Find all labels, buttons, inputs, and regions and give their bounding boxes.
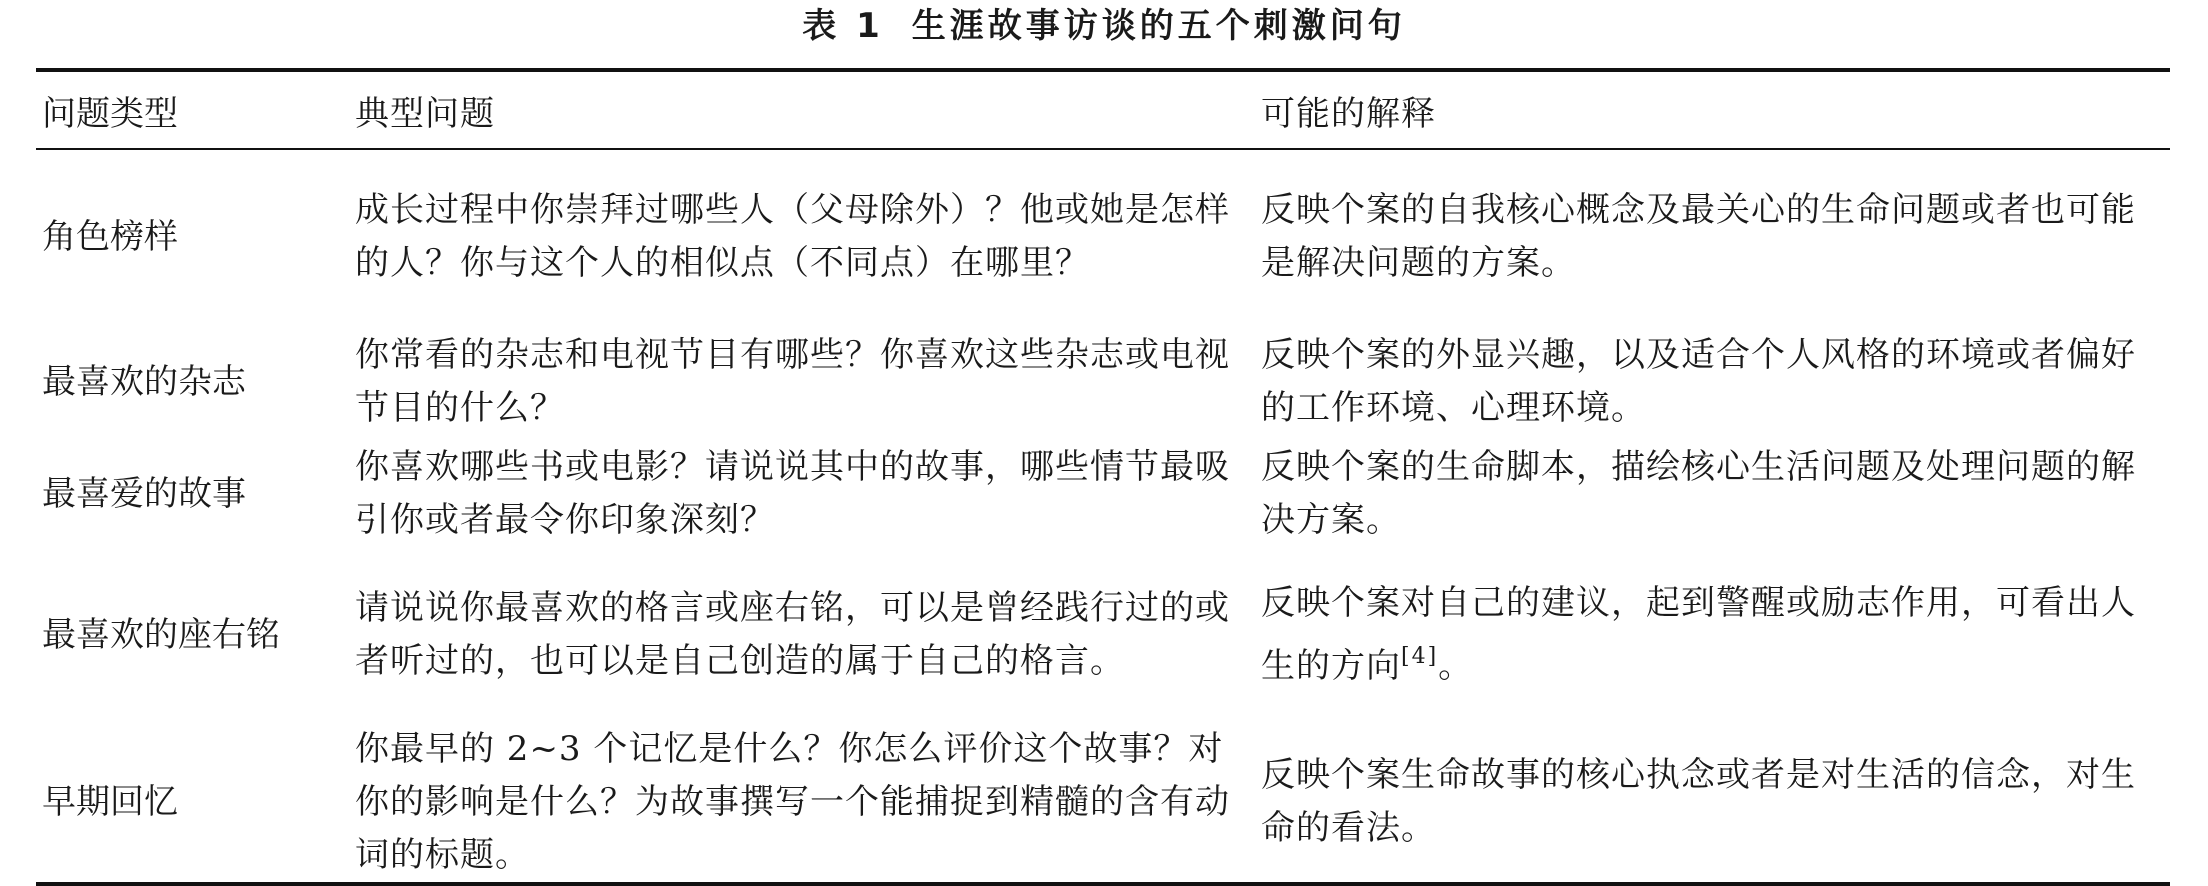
table-row (36, 722, 2170, 882)
table-title: 生涯故事访谈的五个刺激问句 (911, 6, 1406, 46)
table-row (36, 150, 2170, 324)
cell-question-type: 角色榜样 (42, 216, 178, 257)
table-row (36, 324, 2170, 440)
table-row (36, 548, 2170, 722)
header-possible-explanation: 可能的解释 (1261, 93, 1436, 134)
cell-possible-explanation: 反映个案的自我核心概念及最关心的生命问题或者也可能是解决问题的方案。 (1261, 190, 2136, 283)
table-header-row (36, 72, 2170, 150)
header-question-type: 问题类型 (42, 93, 178, 134)
cell-question-type: 最喜欢的杂志 (42, 361, 246, 402)
cell-typical-question: 请说说你最喜欢的格言或座右铭，可以是曾经践行过的或者听过的，也可以是自己创造的属于自己的格言。 (355, 588, 1230, 681)
cell-possible-explanation: 反映个案生命故事的核心执念或者是对生活的信念，对生命的看法。 (1261, 755, 2136, 848)
cell-possible-explanation (1251, 577, 2170, 693)
header-typical-question: 典型问题 (355, 93, 495, 134)
stimulus-questions-table (36, 68, 2170, 886)
cell-typical-question: 你喜欢哪些书或电影？请说说其中的故事，哪些情节最吸引你或者最令你印象深刻？ (355, 447, 1230, 540)
table-caption (0, 0, 2208, 52)
explanation-end: 。 (1438, 646, 1474, 686)
table-row (36, 440, 2170, 548)
cell-typical-question: 你常看的杂志和电视节目有哪些？你喜欢这些杂志或电视节目的什么？ (355, 335, 1230, 428)
citation-reference: [4] (1401, 644, 1439, 669)
cell-question-type: 最喜欢的座右铭 (42, 614, 280, 655)
explanation-text: 反映个案对自己的建议，起到警醒或励志作用，可看出人生的方向 (1261, 583, 2136, 686)
cell-possible-explanation: 反映个案的外显兴趣，以及适合个人风格的环境或者偏好的工作环境、心理环境。 (1261, 335, 2136, 428)
cell-question-type: 最喜爱的故事 (42, 473, 246, 514)
cell-typical-question: 你最早的 2~3 个记忆是什么？你怎么评价这个故事？对你的影响是什么？为故事撰写一个能捕捉到精髓的含有动词的标题。 (355, 728, 1230, 875)
cell-question-type: 早期回忆 (42, 781, 178, 822)
cell-typical-question: 成长过程中你崇拜过哪些人（父母除外）？他或她是怎样的人？你与这个人的相似点（不同点）在哪里？ (355, 190, 1230, 283)
table-number: 表 1 (802, 6, 884, 46)
cell-possible-explanation: 反映个案的生命脚本，描绘核心生活问题及处理问题的解决方案。 (1261, 447, 2136, 540)
